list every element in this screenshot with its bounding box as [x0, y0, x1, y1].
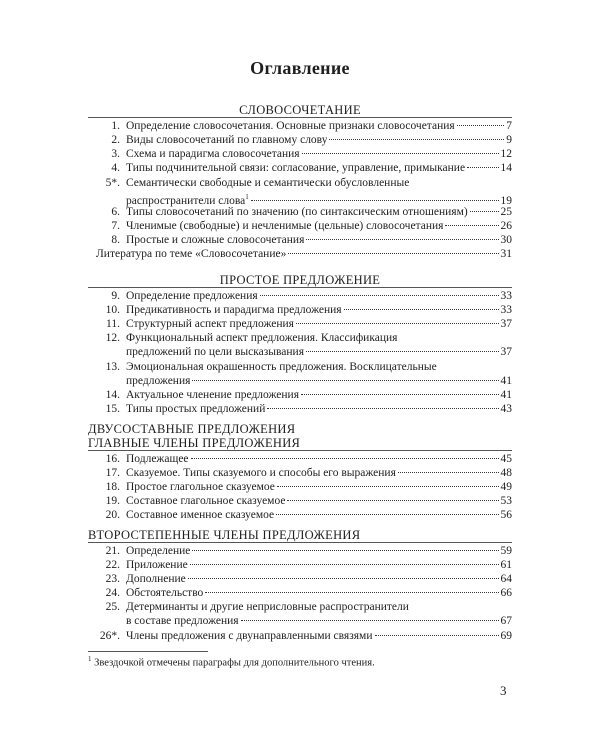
- toc-entry-4[interactable]: [96, 161, 512, 175]
- entry-text: предложения: [126, 375, 191, 387]
- entry-number: 25.: [105, 601, 120, 613]
- entry-text: Сказуемое. Типы сказуемого и способы его выражения: [126, 467, 396, 479]
- toc-entry-12[interactable]: [96, 331, 512, 359]
- entry-number: 9.: [111, 290, 120, 302]
- entry-page: 41: [500, 389, 512, 401]
- leader-dots: [188, 577, 499, 579]
- toc-entry-16[interactable]: [96, 452, 512, 466]
- leader-dots: [296, 322, 499, 324]
- entry-number: 26*.: [99, 630, 120, 642]
- entry-text: Простое глагольное сказуемое: [126, 481, 275, 493]
- toc-entry-10[interactable]: [96, 303, 512, 317]
- section-heading-secondary-members: ВТОРОСТЕПЕННЫЕ ЧЛЕНЫ ПРЕДЛОЖЕНИЯ: [88, 528, 361, 542]
- entry-number: 18.: [105, 481, 120, 493]
- section-heading-simple-sentence: ПРОСТОЕ ПРЕДЛОЖЕНИЕ: [219, 273, 381, 287]
- entry-text-line1: Семантически свободные и семантически обусловленные: [126, 177, 410, 189]
- entry-number: 10.: [105, 304, 120, 316]
- toc-entry-6[interactable]: [96, 205, 512, 219]
- entry-text: Составное именное сказуемое: [126, 509, 275, 521]
- leader-dots: [467, 166, 498, 168]
- section-rule: [88, 450, 512, 451]
- entry-page: 45: [500, 453, 512, 465]
- entry-text: Дополнение: [126, 573, 186, 585]
- toc-entry-1[interactable]: [96, 119, 512, 133]
- entry-text: Виды словосочетаний по главному слову: [126, 134, 328, 146]
- entry-page: 31: [500, 248, 512, 260]
- section-rule: [88, 542, 512, 543]
- toc-entry-2[interactable]: [96, 133, 512, 147]
- entry-number: 1.: [111, 120, 120, 132]
- entry-number: 13.: [105, 361, 120, 373]
- leader-dots: [445, 224, 498, 226]
- entry-text: распространители слова: [126, 194, 246, 207]
- entry-page: 69: [500, 630, 512, 642]
- footnote-rule: [88, 651, 208, 652]
- entry-page: 30: [500, 234, 512, 246]
- entry-page: 7: [506, 120, 512, 132]
- entry-text: Типы подчинительной связи: согласование, управление, примыкание: [126, 162, 466, 174]
- leader-dots: [375, 634, 499, 636]
- leader-dots: [306, 238, 498, 240]
- entry-text: Предикативность и парадигма предложения: [126, 304, 342, 316]
- toc-entry-3[interactable]: [96, 147, 512, 161]
- leader-dots: [398, 471, 499, 473]
- toc-entry-15[interactable]: [96, 402, 512, 416]
- leader-dots: [277, 485, 499, 487]
- entry-text: Членимые (свободные) и нечленимые (цельные) словосочетания: [126, 220, 444, 232]
- entry-text: Составное глагольное сказуемое: [126, 495, 286, 507]
- entry-page: 25: [500, 206, 512, 218]
- leader-dots: [457, 124, 505, 126]
- toc-entry-18[interactable]: [96, 480, 512, 494]
- entry-page: 41: [500, 375, 512, 387]
- entry-text: Структурный аспект предложения: [126, 318, 294, 330]
- entry-page: 12: [500, 148, 512, 160]
- entry-number: 20.: [105, 509, 120, 521]
- entry-page: 48: [500, 467, 512, 479]
- toc-entry-26[interactable]: [96, 629, 512, 643]
- entry-page: 33: [500, 304, 512, 316]
- toc-entry-7[interactable]: [96, 219, 512, 233]
- leader-dots: [301, 393, 498, 395]
- entry-page: 9: [506, 134, 512, 146]
- entry-number: 6.: [111, 206, 120, 218]
- leader-dots: [276, 513, 498, 515]
- entry-text: Типы словосочетаний по значению (по синтаксическим отношениям): [126, 206, 468, 218]
- leader-dots: [288, 252, 498, 254]
- entry-text: Определение: [126, 545, 191, 557]
- entry-number: 23.: [105, 573, 120, 585]
- leader-dots: [251, 199, 499, 201]
- toc-entry-23[interactable]: [96, 572, 512, 586]
- entry-text: Схема и парадигма словосочетания: [126, 148, 300, 160]
- leader-dots: [344, 308, 499, 310]
- entry-page: 53: [500, 495, 512, 507]
- entry-number: 17.: [105, 467, 120, 479]
- section-heading-two-part: ДВУСОСТАВНЫЕ ПРЕДЛОЖЕНИЯ: [88, 422, 296, 436]
- entry-text: предложений по цели высказывания: [126, 346, 304, 358]
- entry-text: Приложение: [126, 559, 188, 571]
- entry-text: Определение предложения: [126, 290, 258, 302]
- entry-page: 61: [500, 559, 512, 571]
- entry-number: 12.: [105, 332, 120, 344]
- entry-text: Типы простых предложений: [126, 403, 266, 415]
- entry-text-line1: Детерминанты и другие неприсловные распространители: [126, 601, 409, 613]
- entry-number: 15.: [105, 403, 120, 415]
- entry-number: 21.: [105, 545, 120, 557]
- toc-entry-19[interactable]: [96, 494, 512, 508]
- entry-page: 37: [500, 318, 512, 330]
- entry-number: 16.: [105, 453, 120, 465]
- leader-dots: [302, 152, 499, 154]
- leader-dots: [191, 457, 499, 459]
- toc-entry-5[interactable]: [96, 176, 512, 208]
- entry-page: 37: [500, 346, 512, 358]
- toc-entry-11[interactable]: [96, 317, 512, 331]
- entry-text-line1: Функциональный аспект предложения. Классификация: [126, 332, 398, 344]
- footnote-marker: 1: [245, 193, 249, 201]
- toc-entry-20[interactable]: [96, 508, 512, 522]
- entry-text: Члены предложения с двунаправленными связями: [126, 630, 373, 642]
- entry-page: 56: [500, 509, 512, 521]
- entry-text: Подлежащее: [126, 453, 189, 465]
- footnote: [88, 655, 375, 669]
- entry-text: Актуальное членение предложения: [126, 389, 300, 401]
- entry-number: 14.: [105, 389, 120, 401]
- entry-number: 4.: [111, 162, 120, 174]
- entry-number: 8.: [111, 234, 120, 246]
- leader-dots: [470, 210, 499, 212]
- footnote-text: Звездочкой отмечены параграфы для дополнительного чтения.: [94, 657, 375, 669]
- leader-dots: [192, 379, 498, 381]
- leader-dots: [306, 350, 499, 352]
- entry-page: 43: [500, 403, 512, 415]
- leader-dots: [241, 619, 499, 621]
- section-heading-main-members: ГЛАВНЫЕ ЧЛЕНЫ ПРЕДЛОЖЕНИЯ: [88, 436, 301, 450]
- entry-text: в составе предложения: [126, 615, 239, 627]
- section-rule: [88, 117, 512, 118]
- entry-text: Простые и сложные словосочетания: [126, 234, 305, 246]
- entry-number: 5*.: [105, 177, 120, 189]
- leader-dots: [267, 407, 498, 409]
- toc-entry-17[interactable]: [96, 466, 512, 480]
- leader-dots: [287, 499, 498, 501]
- entry-number: 22.: [105, 559, 120, 571]
- section-rule: [88, 287, 512, 288]
- entry-page: 49: [500, 481, 512, 493]
- entry-text: Литература по теме «Словосочетание»: [96, 248, 287, 260]
- entry-page: 26: [500, 220, 512, 232]
- page-number: 3: [500, 683, 507, 698]
- toc-entry-14[interactable]: [96, 388, 512, 402]
- entry-page: 66: [500, 587, 512, 599]
- leader-dots: [329, 138, 504, 140]
- entry-number: 19.: [105, 495, 120, 507]
- toc-entry-24[interactable]: [96, 586, 512, 600]
- entry-text-line1: Эмоциональная окрашенность предложения. Восклицательные: [126, 361, 437, 373]
- entry-page: 14: [500, 162, 512, 174]
- toc-entry-21[interactable]: [96, 544, 512, 558]
- toc-entry-13[interactable]: [96, 360, 512, 388]
- entry-page: 33: [500, 290, 512, 302]
- entry-text: Обстоятельство: [126, 587, 204, 599]
- footnote-mark: 1: [88, 655, 92, 663]
- entry-page: 59: [500, 545, 512, 557]
- entry-page: 67: [500, 615, 512, 627]
- leader-dots: [190, 563, 499, 565]
- toc-entry-8[interactable]: [96, 233, 512, 247]
- toc-entry-22[interactable]: [96, 558, 512, 572]
- entry-page: 64: [500, 573, 512, 585]
- page-title: Оглавление: [250, 58, 350, 78]
- entry-text: Определение словосочетания. Основные признаки словосочетания: [126, 120, 455, 132]
- entry-number: 3.: [111, 148, 120, 160]
- entry-number: 24.: [105, 587, 120, 599]
- leader-dots: [260, 294, 499, 296]
- entry-number: 11.: [106, 318, 120, 330]
- toc-entry-25[interactable]: [96, 600, 512, 628]
- leader-dots: [192, 549, 498, 551]
- toc-entry-literature[interactable]: [96, 247, 512, 261]
- entry-page: 19: [500, 194, 512, 207]
- entry-number: 2.: [111, 134, 120, 146]
- toc-entry-9[interactable]: [96, 289, 512, 303]
- leader-dots: [205, 591, 498, 593]
- section-heading-phrase: СЛОВОСОЧЕТАНИЕ: [239, 103, 361, 117]
- entry-number: 7.: [111, 220, 120, 232]
